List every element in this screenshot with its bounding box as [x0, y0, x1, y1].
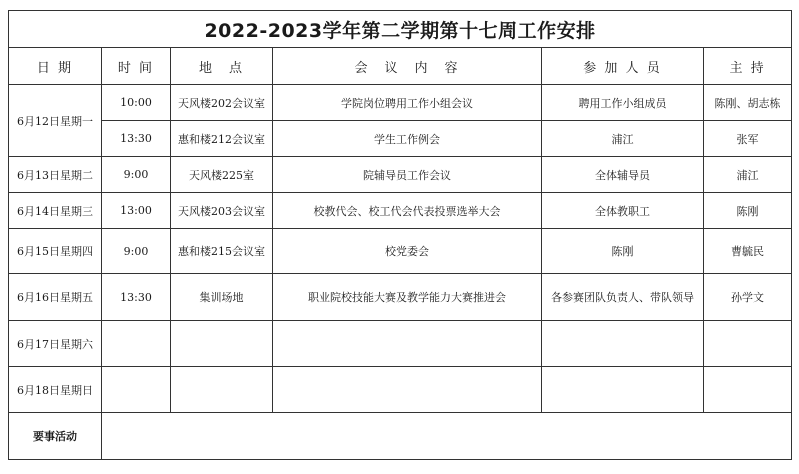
place-cell: 惠和楼212会议室 [171, 121, 273, 157]
participants-cell: 全体教职工 [542, 193, 704, 229]
host-cell: 陈刚、胡志栋 [704, 85, 792, 121]
participants-cell: 陈刚 [542, 229, 704, 274]
header-host: 主 持 [704, 48, 792, 85]
content-cell: 院辅导员工作会议 [273, 157, 542, 193]
content-cell: 学院岗位聘用工作小组会议 [273, 85, 542, 121]
content-cell [273, 367, 542, 413]
participants-cell: 各参赛团队负责人、带队领导 [542, 274, 704, 321]
table-row [9, 367, 792, 413]
time-cell [102, 321, 171, 367]
important-activities-row [9, 413, 792, 460]
host-cell: 张军 [704, 121, 792, 157]
time-cell: 13:00 [102, 193, 171, 229]
page-title: 2022-2023学年第二学期第十七周工作安排 [9, 11, 792, 48]
table-row [9, 157, 792, 193]
schedule-sheet [8, 10, 791, 460]
participants-cell: 聘用工作小组成员 [542, 85, 704, 121]
participants-cell: 浦江 [542, 121, 704, 157]
participants-cell: 全体辅导员 [542, 157, 704, 193]
host-cell: 孙学文 [704, 274, 792, 321]
place-cell [171, 367, 273, 413]
participants-cell [542, 367, 704, 413]
table-row [9, 229, 792, 274]
table-row [9, 85, 792, 121]
place-cell: 集训场地 [171, 274, 273, 321]
table-row [9, 274, 792, 321]
content-cell [273, 321, 542, 367]
header-date: 日 期 [9, 48, 102, 85]
host-cell [704, 367, 792, 413]
important-activities-label: 要事活动 [9, 413, 102, 460]
table-row [9, 121, 792, 157]
date-cell: 6月18日星期日 [9, 367, 102, 413]
content-cell: 职业院校技能大赛及教学能力大赛推进会 [273, 274, 542, 321]
host-cell [704, 321, 792, 367]
date-cell: 6月15日星期四 [9, 229, 102, 274]
place-cell: 惠和楼215会议室 [171, 229, 273, 274]
header-place: 地 点 [171, 48, 273, 85]
place-cell: 天风楼202会议室 [171, 85, 273, 121]
weekly-schedule-table [8, 10, 792, 460]
date-cell: 6月17日星期六 [9, 321, 102, 367]
place-cell [171, 321, 273, 367]
time-cell: 10:00 [102, 85, 171, 121]
host-cell: 曹毓民 [704, 229, 792, 274]
header-content: 会 议 内 容 [273, 48, 542, 85]
host-cell: 陈刚 [704, 193, 792, 229]
content-cell: 校教代会、校工代会代表投票选举大会 [273, 193, 542, 229]
header-row [9, 48, 792, 85]
date-cell: 6月13日星期二 [9, 157, 102, 193]
table-row [9, 193, 792, 229]
time-cell: 13:30 [102, 274, 171, 321]
time-cell: 9:00 [102, 157, 171, 193]
content-cell: 校党委会 [273, 229, 542, 274]
place-cell: 天风楼203会议室 [171, 193, 273, 229]
time-cell [102, 367, 171, 413]
header-time: 时 间 [102, 48, 171, 85]
header-participants: 参 加 人 员 [542, 48, 704, 85]
date-cell: 6月14日星期三 [9, 193, 102, 229]
table-row [9, 321, 792, 367]
time-cell: 9:00 [102, 229, 171, 274]
host-cell: 浦江 [704, 157, 792, 193]
date-cell: 6月12日星期一 [9, 85, 102, 157]
time-cell: 13:30 [102, 121, 171, 157]
content-cell: 学生工作例会 [273, 121, 542, 157]
place-cell: 天风楼225室 [171, 157, 273, 193]
participants-cell [542, 321, 704, 367]
important-activities-value [102, 413, 792, 460]
date-cell: 6月16日星期五 [9, 274, 102, 321]
